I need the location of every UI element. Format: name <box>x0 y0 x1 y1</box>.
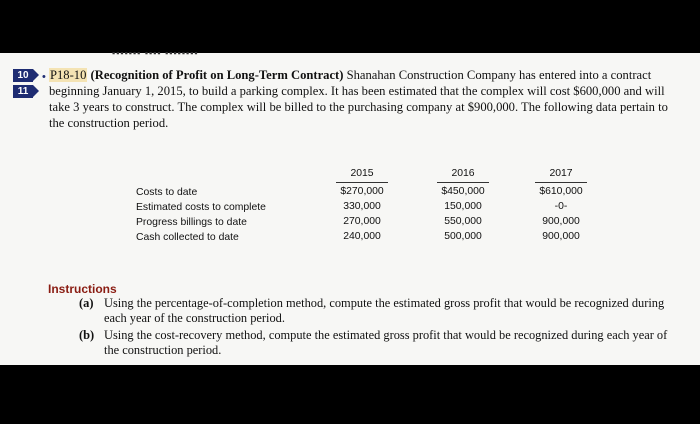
table-row-labels <box>136 185 266 245</box>
table-cell: 550,000 <box>444 216 482 227</box>
instruction-item-a <box>79 296 679 326</box>
row-label: Progress billings to date <box>136 217 247 228</box>
table-cell: 270,000 <box>343 216 381 227</box>
row-label: Cash collected to date <box>136 232 239 243</box>
table-cell: 240,000 <box>343 231 381 242</box>
table-column-2015 <box>322 166 402 244</box>
learning-objective-badge-11: 11 <box>13 85 33 98</box>
table-cell: $270,000 <box>340 186 384 197</box>
instruction-item-b <box>79 328 679 358</box>
row-label: Estimated costs to complete <box>136 202 266 213</box>
table-cell: $610,000 <box>539 186 583 197</box>
column-header: 2016 <box>437 166 489 183</box>
problem-title: (Recognition of Profit on Long-Term Contract) <box>90 68 344 82</box>
table-cell: 150,000 <box>444 201 482 212</box>
problem-number: P18-10 <box>50 68 87 82</box>
column-header: 2015 <box>336 166 388 183</box>
learning-objective-badge-10: 10 <box>13 69 33 82</box>
cropped-header-fragment: ▪▪▪▪▪▪▪ ▪▪▪▪ ▪▪▪▪▪▪▪▪ <box>112 48 199 58</box>
table-column-2016 <box>423 166 503 244</box>
instruction-tag: (a) <box>79 296 94 310</box>
table-cell: -0- <box>554 201 568 212</box>
table-cell: 330,000 <box>343 201 381 212</box>
instruction-text: Using the percentage-of-completion method, compute the estimated gross profit that would be recognized during each year of the construction period. <box>104 296 665 325</box>
problem-text: Shanahan Construction Company has entered into a contract beginning January 1, 2015, to build a parking complex. It has been estimated that the complex will cost $600,000 and will take 3 years to construct. The complex will be billed to the purchasing company at $900,000. The following data pertain to the construction period. <box>49 68 668 130</box>
instructions-heading: Instructions <box>48 282 117 296</box>
table-cell: 900,000 <box>542 231 580 242</box>
textbook-page <box>0 48 700 365</box>
star-icon: • <box>42 71 46 83</box>
instruction-tag: (b) <box>79 328 95 342</box>
problem-statement <box>49 67 679 131</box>
row-label: Costs to date <box>136 187 198 198</box>
table-cell: 900,000 <box>542 216 580 227</box>
table-cell: $450,000 <box>441 186 485 197</box>
column-header: 2017 <box>535 166 587 183</box>
table-cell: 500,000 <box>444 231 482 242</box>
instruction-text: Using the cost-recovery method, compute the estimated gross profit that would be recognized during each year of the construction period. <box>104 328 668 357</box>
table-column-2017 <box>521 166 601 244</box>
